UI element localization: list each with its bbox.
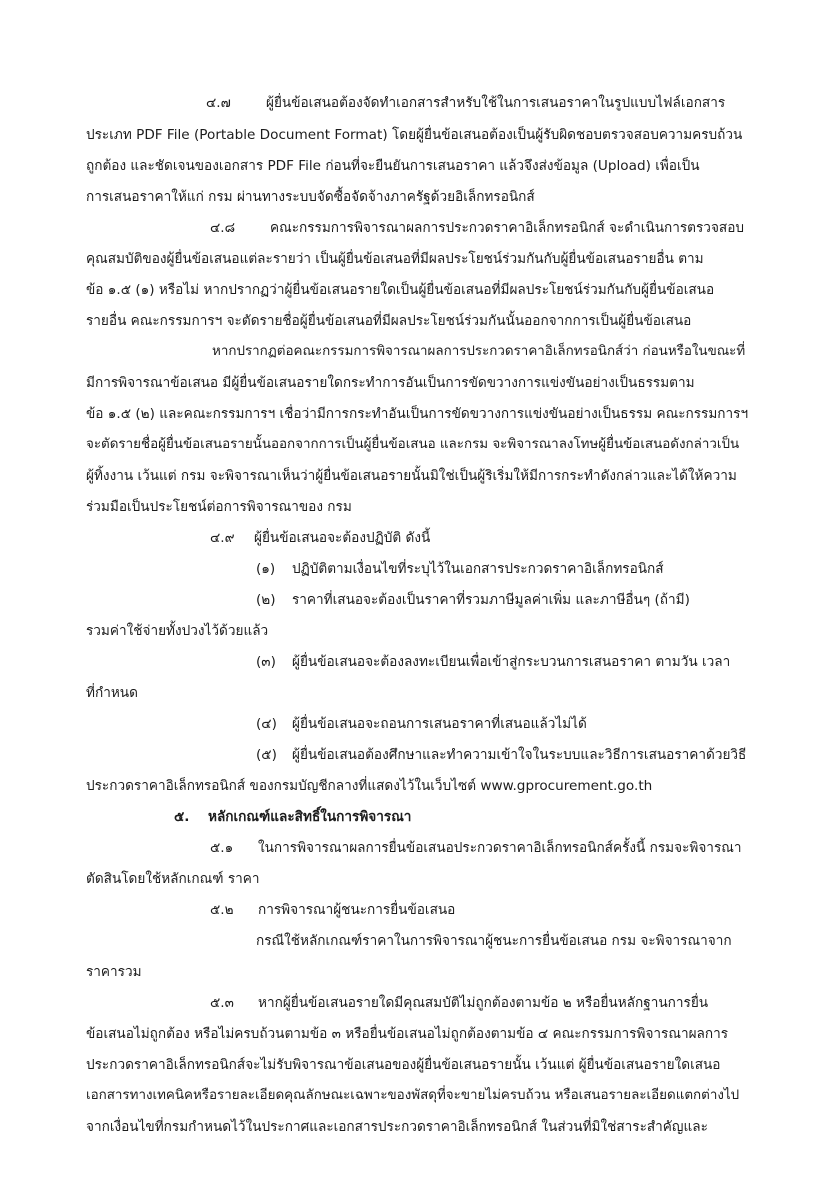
text-line (86, 217, 748, 239)
text-line: ประเภท PDF File (Portable Document Format) โดยผู้ยื่นข้อเสนอต้องเป็นผู้รับผิดชอบตรวจสอบความครบถ้วน (86, 127, 743, 143)
item-text: ผู้ยื่นข้อเสนอจะถอนการเสนอราคาที่เสนอแล้วไม่ได้ (292, 716, 587, 732)
item-number: (๔) (256, 716, 277, 732)
item-text: ผู้ยื่นข้อเสนอจะต้องปฏิบัติ ดังนี้ (254, 530, 431, 546)
item-text: หากผู้ยื่นข้อเสนอรายใดมีคุณสมบัติไม่ถูกต้องตามข้อ ๒ หรือยื่นหลักฐานการยื่น (258, 995, 709, 1011)
text-line: ร่วมมือเป็นประโยชน์ต่อการพิจารณาของ กรม (86, 499, 352, 515)
text-line: เอกสารทางเทคนิคหรือรายละเอียดคุณลักษณะเฉพาะของพัสดุที่จะขายไม่ครบถ้วน หรือเสนอรายละเอียดแตกต่างไป (86, 1088, 740, 1103)
text-line: หากปรากฏต่อคณะกรรมการพิจารณาผลการประกวดราคาอิเล็กทรอนิกส์ว่า ก่อนหรือในขณะที่ (212, 344, 746, 359)
item-number: (๕) (256, 747, 277, 763)
text-line (86, 651, 748, 673)
text-line: รายอื่น คณะกรรมการฯ จะตัดรายชื่อผู้ยื่นข้อเสนอที่มีผลประโยชน์ร่วมกันนั้นออกจากการเป็นผู้ยื่นข้อเสนอ (86, 313, 692, 329)
text-line (86, 713, 748, 735)
text-line (86, 992, 748, 1014)
item-number: (๒) (256, 592, 276, 608)
item-number: ๕.๓ (210, 995, 234, 1011)
text-line: ข้อ ๑.๕ (๒) และคณะกรรมการฯ เชื่อว่ามีการกระทำอันเป็นการขัดขวางการแข่งขันอย่างเป็นธรรม คณะกรรมการฯ (86, 406, 749, 422)
item-text: ราคาที่เสนอจะต้องเป็นราคาที่รวมภาษีมูลค่าเพิ่ม และภาษีอื่นๆ (ถ้ามี) (292, 592, 690, 608)
item-number: ๔.๙ (210, 530, 235, 546)
item-number: ๕.๒ (210, 902, 234, 918)
item-number: ๔.๗ (206, 95, 231, 111)
item-text: ผู้ยื่นข้อเสนอจะต้องลงทะเบียนเพื่อเข้าสู่กระบวนการเสนอราคา ตามวัน เวลา (292, 654, 731, 670)
text-line: จากเงื่อนไขที่กรมกำหนดไว้ในประกาศและเอกสารประกวดราคาอิเล็กทรอนิกส์ ในส่วนที่มิใช่สาระสำคัญและ (86, 1119, 708, 1135)
item-text: ในการพิจารณาผลการยื่นข้อเสนอประกวดราคาอิเล็กทรอนิกส์ครั้งนี้ กรมจะพิจารณา (258, 840, 742, 856)
text-line (86, 899, 748, 921)
item-text: การพิจารณาผู้ชนะการยื่นข้อเสนอ (258, 902, 456, 918)
text-line (86, 558, 748, 580)
text-line: ข้อ ๑.๕ (๑) หรือไม่ หากปรากฏว่าผู้ยื่นข้อเสนอรายใดเป็นผู้ยื่นข้อเสนอที่มีผลประโยชน์ร่วมกันกับผู้ยื่นข้อเสนอ (86, 282, 715, 298)
item-text: ผู้ยื่นข้อเสนอต้องศึกษาและทำความเข้าใจในระบบและวิธีการเสนอราคาด้วยวิธี (292, 747, 747, 763)
text-line: การเสนอราคาให้แก่ กรม ผ่านทางระบบจัดซื้อจัดจ้างภาครัฐด้วยอิเล็กทรอนิกส์ (86, 189, 535, 205)
text-line: คุณสมบัติของผู้ยื่นข้อเสนอแต่ละรายว่า เป็นผู้ยื่นข้อเสนอที่มีผลประโยชน์ร่วมกันกับผู้ยื่นข้อเสนอรายอื่น ตาม (86, 251, 704, 267)
text-line: จะตัดรายชื่อผู้ยื่นข้อเสนอรายนั้นออกจากการเป็นผู้ยื่นข้อเสนอ และกรม จะพิจารณาลงโทษผู้ยื่นข้อเสนอดังกล่าวเป็น (86, 437, 740, 452)
text-line: ประกวดราคาอิเล็กทรอนิกส์ ของกรมบัญชีกลางที่แสดงไว้ในเว็บไซต์ www.gprocurement.go.th (86, 778, 653, 794)
text-line (86, 527, 748, 549)
text-line: ที่กำหนด (86, 685, 138, 701)
text-line: กรณีใช้หลักเกณฑ์ราคาในการพิจารณาผู้ชนะการยื่นข้อเสนอ กรม จะพิจารณาจาก (256, 933, 732, 949)
item-number: ๔.๘ (210, 220, 236, 236)
text-line: รวมค่าใช้จ่ายทั้งปวงไว้ด้วยแล้ว (86, 623, 269, 639)
text-line: ราคารวม (86, 964, 142, 980)
text-line: ถูกต้อง และชัดเจนของเอกสาร PDF File ก่อนที่จะยืนยันการเสนอราคา แล้วจึงส่งข้อมูล (Upload) เพื่อเป็น (86, 158, 700, 174)
item-number: ๕.๑ (210, 840, 234, 856)
text-line: มีการพิจารณาข้อเสนอ มีผู้ยื่นข้อเสนอรายใดกระทำการอันเป็นการขัดขวางการแข่งขันอย่างเป็นธรรมตาม (86, 375, 695, 391)
section-number: ๕. (174, 809, 190, 825)
item-number: (๓) (256, 654, 276, 670)
text-line: ประกวดราคาอิเล็กทรอนิกส์จะไม่รับพิจารณาข้อเสนอของผู้ยื่นข้อเสนอรายนั้น เว้นแต่ ผู้ยื่นข้อเสนอรายใดเสนอ (86, 1057, 721, 1073)
text-line: ผู้ทิ้งงาน เว้นแต่ กรม จะพิจารณาเห็นว่าผู้ยื่นข้อเสนอรายนั้นมิใช่เป็นผู้ริเริ่มให้มีการกระทำดังกล่าวและได้ให้ความ (86, 468, 737, 484)
item-number: (๑) (256, 561, 276, 577)
text-line: ข้อเสนอไม่ถูกต้อง หรือไม่ครบถ้วนตามข้อ ๓ หรือยื่นข้อเสนอไม่ถูกต้องตามข้อ ๔ คณะกรรมการพิจารณาผลการ (86, 1026, 729, 1042)
section-title: หลักเกณฑ์และสิทธิ์ในการพิจารณา (208, 809, 412, 825)
text-line: ตัดสินโดยใช้หลักเกณฑ์ ราคา (86, 871, 260, 887)
text-line (86, 744, 748, 766)
item-text: ปฏิบัติตามเงื่อนไขที่ระบุไว้ในเอกสารประกวดราคาอิเล็กทรอนิกส์ (292, 561, 664, 577)
item-text: ผู้ยื่นข้อเสนอต้องจัดทำเอกสารสำหรับใช้ในการเสนอราคาในรูปแบบไฟล์เอกสาร (266, 95, 726, 111)
text-line (86, 589, 748, 611)
section-heading (86, 806, 748, 828)
item-text: คณะกรรมการพิจารณาผลการประกวดราคาอิเล็กทรอนิกส์ จะดำเนินการตรวจสอบ (270, 220, 744, 236)
text-line (86, 837, 748, 859)
text-line (86, 92, 748, 114)
